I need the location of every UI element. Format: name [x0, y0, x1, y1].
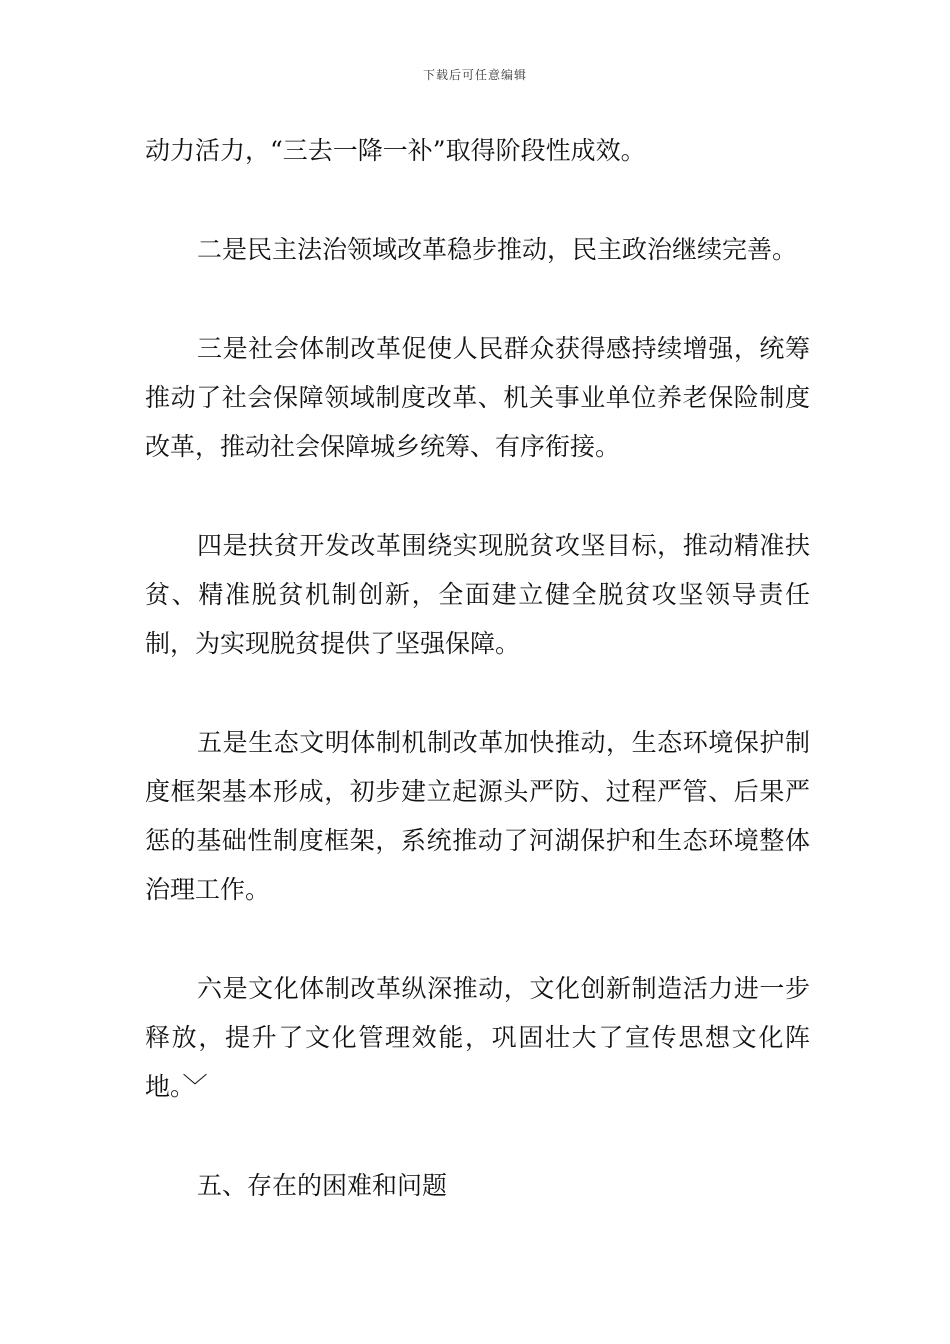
- paragraph-ecology: 五是生态文明体制机制改革加快推动，生态环境保护制度框架基本形成，初步建立起源头严防、过程严管、后果严惩的基础性制度框架，系统推动了河湖保护和生态环境整体治理工作。: [145, 728, 810, 904]
- paragraph-poverty: 四是扶贫开发改革围绕实现脱贫攻坚目标，推动精准扶贫、精准脱贫机制创新，全面建立健全脱贫攻坚领导责任制，为实现脱贫提供了坚强保障。: [145, 531, 810, 658]
- page-header: 下载后可任意编辑: [422, 68, 527, 82]
- paragraph-social-system: 三是社会体制改革促使人民群众获得感持续增强，统筹推动了社会保障领域制度改革、机关事业单位养老保险制度改革，推动社会保障城乡统筹、有序衔接。: [145, 334, 810, 461]
- paragraph-democracy: 二是民主法治领域改革稳步推动，民主政治继续完善。: [197, 235, 798, 264]
- paragraph-continuation: 动力活力，“三去一降一补”取得阶段性成效。: [145, 136, 646, 165]
- document-body: [145, 126, 810, 1210]
- section-heading: 五、存在的困难和问题: [197, 1171, 448, 1200]
- paragraph-culture: 六是文化体制改革纵深推动，文化创新制造活力进一步释放，提升了文化管理效能，巩固壮大了宣传思想文化阵地。﹀: [145, 974, 810, 1101]
